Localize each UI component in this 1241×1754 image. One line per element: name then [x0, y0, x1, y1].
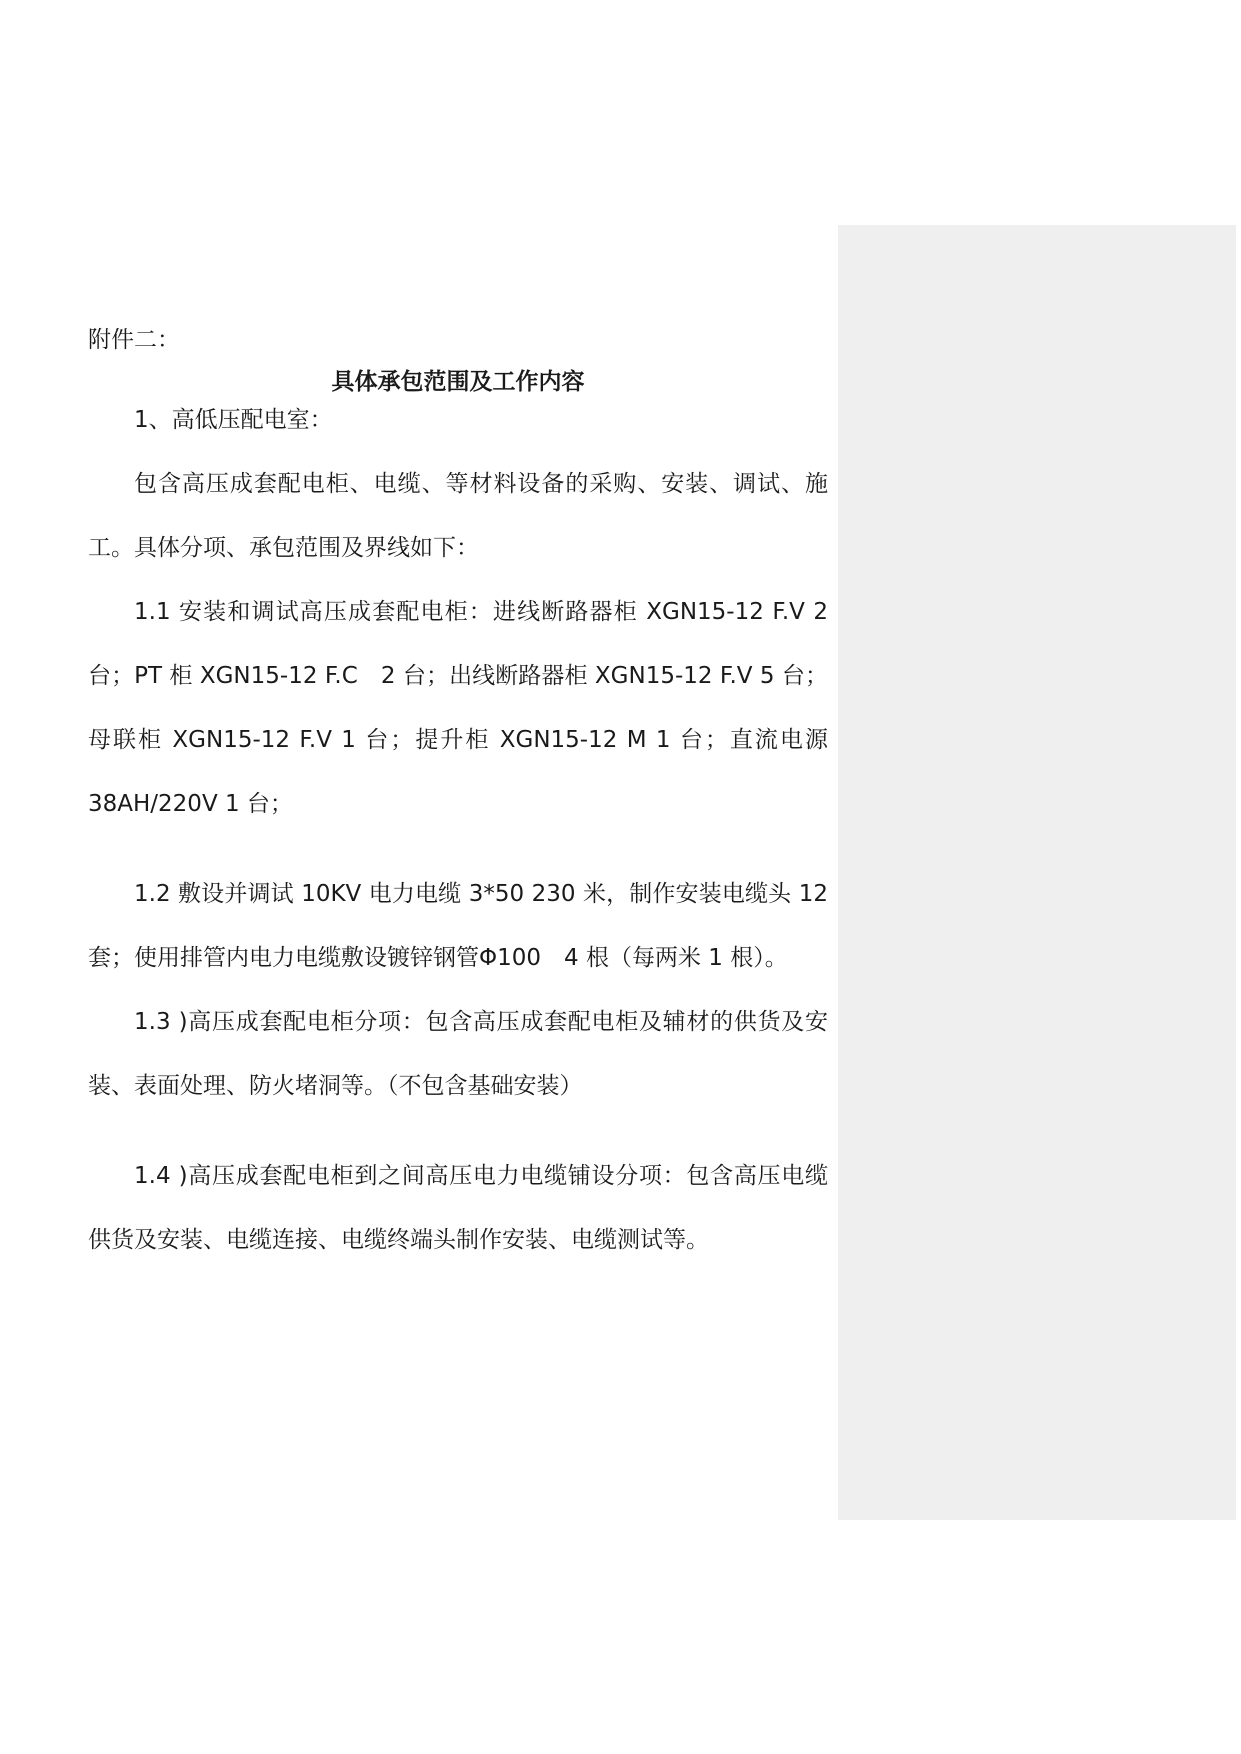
- comment-margin-panel: [838, 225, 1236, 1520]
- document-title: 具体承包范围及工作内容: [331, 369, 585, 395]
- document-body: [88, 322, 828, 1272]
- paragraph-intro: 包含高压成套配电柜、电缆、等材料设备的采购、安装、调试、施工。具体分项、承包范围及界线如下：: [88, 471, 828, 561]
- paragraph-item-1-3: 1.3 )高压成套配电柜分项：包含高压成套配电柜及辅材的供货及安装、表面处理、防火堵洞等。（不包含基础安装）: [88, 1009, 828, 1099]
- paragraph-item-1-4: 1.4 )高压成套配电柜到之间高压电力电缆铺设分项：包含高压电缆供货及安装、电缆连接、电缆终端头制作安装、电缆测试等。: [88, 1163, 828, 1253]
- paragraph-item-1-1: 1.1 安装和调试高压成套配电柜：进线断路器柜 XGN15-12 F.V 2 台；PT 柜 XGN15-12 F.C 2 台；出线断路器柜 XGN15-12 F.V 5 台；母联柜 XGN15-12 F.V 1 台；提升柜 XGN15-12 M 1 台；直流电源 38AH/220V 1 台；: [88, 599, 828, 817]
- section-heading: 1、高低压配电室：: [134, 407, 333, 433]
- paragraph-item-1-2: 1.2 敷设并调试 10KV 电力电缆 3*50 230 米，制作安装电缆头 12 套；使用排管内电力电缆敷设镀锌钢管Φ100 4 根（每两米 1 根）。: [88, 881, 828, 971]
- attachment-label: 附件二：: [88, 327, 180, 353]
